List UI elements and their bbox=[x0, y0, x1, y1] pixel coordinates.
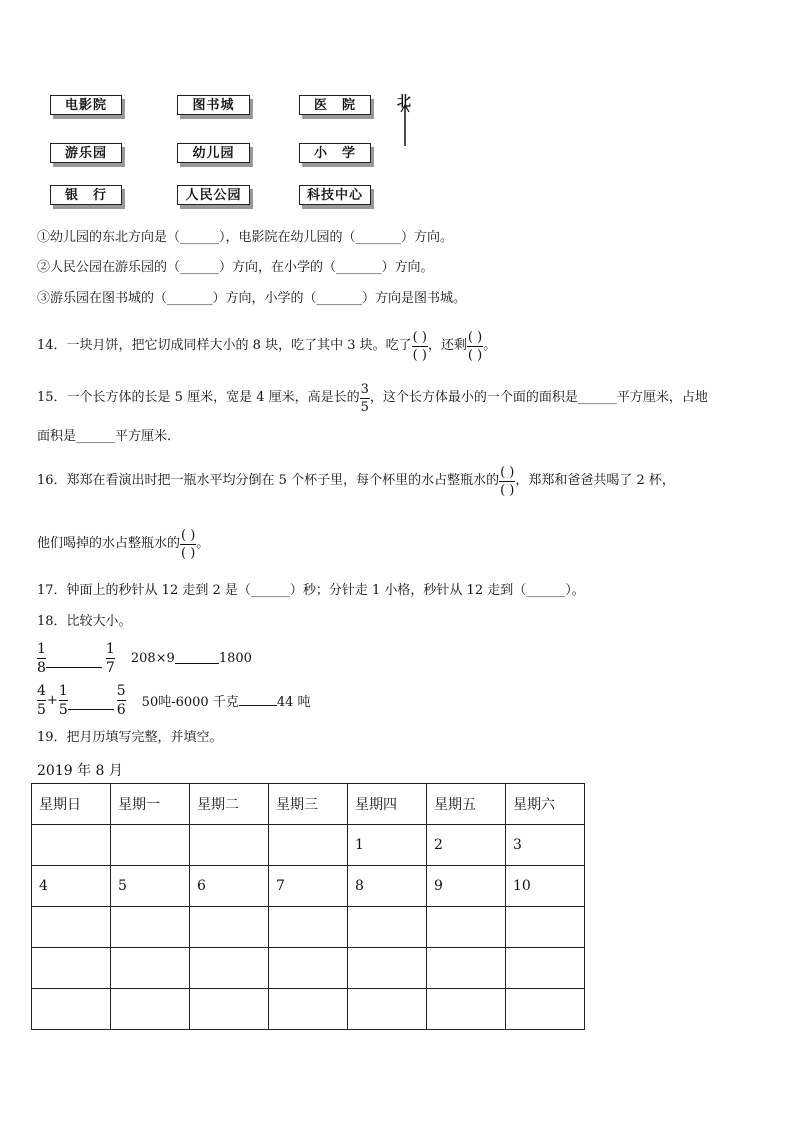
q18-r1-blank-2 bbox=[175, 663, 219, 664]
calendar-week-row bbox=[32, 989, 585, 1030]
q14-text-c: 。 bbox=[483, 338, 497, 353]
q18-row-2 bbox=[37, 680, 311, 720]
place-box-hospital: 医 院 bbox=[299, 95, 371, 115]
place-box-kindergarten: 幼儿园 bbox=[177, 143, 250, 163]
q18-r2-f2-num: 1 bbox=[58, 682, 68, 699]
q18-r1-expr-b: 1800 bbox=[218, 650, 252, 666]
q15-fraction bbox=[360, 383, 370, 414]
q16-frac2-numerator: ( ) bbox=[181, 527, 196, 543]
q18-r1-f2-den: 7 bbox=[105, 659, 115, 676]
q18-r2-f1-num: 4 bbox=[37, 682, 46, 699]
q18-r2-f3-den: 6 bbox=[116, 701, 126, 718]
q18-r2-blank-2 bbox=[239, 705, 277, 706]
calendar-cell[interactable]: 6 bbox=[190, 866, 269, 907]
q13-line-2: ②人民公园在游乐园的（______）方向，在小学的（_______）方向。 bbox=[37, 260, 434, 275]
q16-text-a: 16．郑郑在看演出时把一瓶水平均分倒在 5 个杯子里，每个杯里的水占整瓶水的 bbox=[37, 473, 500, 488]
calendar-cell[interactable] bbox=[427, 989, 506, 1030]
calendar-cell[interactable]: 2 bbox=[427, 825, 506, 866]
calendar-week-row bbox=[32, 948, 585, 989]
q16-line2-text: 他们喝掉的水占整瓶水的 bbox=[37, 536, 181, 551]
place-box-playground: 游乐园 bbox=[50, 143, 122, 163]
q18-r1-frac-1 bbox=[37, 641, 46, 676]
calendar-cell[interactable] bbox=[348, 989, 427, 1030]
q18-r1-expr-a: 208×9 bbox=[130, 650, 175, 666]
place-box-bank: 银 行 bbox=[50, 185, 122, 205]
calendar-cell[interactable]: 8 bbox=[348, 866, 427, 907]
q13-line-1: ①幼儿园的东北方向是（______），电影院在幼儿园的（_______）方向。 bbox=[37, 230, 454, 245]
q14-fraction-eaten bbox=[412, 331, 428, 362]
q18-row-1 bbox=[37, 638, 252, 678]
q15-line-2: 面积是______平方厘米． bbox=[37, 429, 181, 444]
calendar-cell[interactable] bbox=[506, 907, 585, 948]
calendar-cell[interactable]: 3 bbox=[506, 825, 585, 866]
calendar-cell[interactable] bbox=[32, 907, 111, 948]
q13-line-3: ③游乐园在图书城的（_______）方向，小学的（_______）方向是图书城。 bbox=[37, 291, 467, 306]
q16-frac2-denominator: ( ) bbox=[181, 545, 196, 561]
calendar-cell[interactable] bbox=[348, 948, 427, 989]
q16-frac1-denominator: ( ) bbox=[500, 482, 515, 498]
calendar-cell[interactable] bbox=[190, 907, 269, 948]
calendar-table bbox=[31, 783, 585, 1030]
q18-r2-frac-3 bbox=[117, 683, 126, 718]
place-box-book-city: 图书城 bbox=[177, 95, 250, 115]
question-15 bbox=[37, 378, 708, 418]
q15-denominator: 5 bbox=[360, 399, 369, 415]
place-box-peoples-park: 人民公园 bbox=[177, 185, 250, 205]
place-box-science-center: 科技中心 bbox=[299, 185, 371, 205]
q14-frac2-denominator: ( ) bbox=[467, 347, 483, 363]
q16-line2-end: 。 bbox=[196, 536, 210, 551]
calendar-cell[interactable] bbox=[32, 989, 111, 1030]
calendar-cell[interactable] bbox=[32, 825, 111, 866]
calendar-cell[interactable] bbox=[111, 989, 190, 1030]
calendar-cell[interactable]: 10 bbox=[506, 866, 585, 907]
q15-text-b: ，这个长方体最小的一个面的面积是______平方厘米，占地 bbox=[369, 390, 708, 405]
header-saturday: 星期六 bbox=[506, 784, 585, 825]
place-box-primary-school: 小 学 bbox=[299, 143, 371, 163]
header-wednesday: 星期三 bbox=[269, 784, 348, 825]
calendar-cell[interactable]: 9 bbox=[427, 866, 506, 907]
q18-r2-expr-b: 44 吨 bbox=[276, 694, 311, 710]
calendar-cell[interactable] bbox=[111, 948, 190, 989]
calendar-week-row bbox=[32, 907, 585, 948]
q18-r2-blank-1 bbox=[68, 709, 114, 710]
calendar-cell[interactable]: 5 bbox=[111, 866, 190, 907]
q14-frac1-denominator: ( ) bbox=[412, 347, 427, 363]
q18-r2-f1-den: 5 bbox=[37, 701, 46, 718]
q18-r1-f1-num: 1 bbox=[37, 640, 46, 657]
calendar-cell[interactable] bbox=[111, 907, 190, 948]
q14-frac2-numerator: ( ) bbox=[467, 329, 483, 345]
calendar-cell[interactable] bbox=[427, 948, 506, 989]
place-box-cinema: 电影院 bbox=[50, 95, 122, 115]
calendar-cell[interactable] bbox=[269, 825, 348, 866]
q18-r1-blank-1 bbox=[46, 667, 102, 668]
calendar-cell[interactable] bbox=[111, 825, 190, 866]
calendar-cell[interactable]: 7 bbox=[269, 866, 348, 907]
header-tuesday: 星期二 bbox=[190, 784, 269, 825]
calendar-cell[interactable] bbox=[269, 948, 348, 989]
header-friday: 星期五 bbox=[427, 784, 506, 825]
q18-r1-frac-2 bbox=[106, 641, 115, 676]
north-arrow-icon bbox=[399, 104, 411, 148]
q18-r1-f1-den: 8 bbox=[37, 659, 46, 676]
calendar-cell[interactable] bbox=[348, 907, 427, 948]
question-17: 17．钟面上的秒针从 12 走到 2 是（______）秒；分针走 1 小格，秒针从 12 走到（______）。 bbox=[37, 583, 585, 598]
calendar-cell[interactable]: 4 bbox=[32, 866, 111, 907]
q18-r1-f2-num: 1 bbox=[105, 640, 115, 657]
q16-frac1-numerator: ( ) bbox=[500, 464, 515, 480]
calendar-week-row bbox=[32, 866, 585, 907]
q18-r2-f3-num: 5 bbox=[116, 682, 126, 699]
header-thursday: 星期四 bbox=[348, 784, 427, 825]
calendar-cell[interactable] bbox=[32, 948, 111, 989]
q14-fraction-left bbox=[467, 331, 483, 362]
calendar-cell[interactable] bbox=[190, 948, 269, 989]
calendar-cell[interactable] bbox=[427, 907, 506, 948]
calendar-cell[interactable] bbox=[190, 989, 269, 1030]
question-14 bbox=[37, 326, 496, 366]
header-monday: 星期一 bbox=[111, 784, 190, 825]
calendar-cell[interactable] bbox=[269, 989, 348, 1030]
q15-text-a: 15．一个长方体的长是 5 厘米，宽是 4 厘米，高是长的 bbox=[37, 390, 360, 405]
q16-text-b: ，郑郑和爸爸共喝了 2 杯， bbox=[515, 473, 675, 488]
q18-title: 18．比较大小。 bbox=[37, 614, 132, 629]
q18-r2-expr-a: 50吨-6000 千克 bbox=[141, 694, 239, 710]
north-label: 北 bbox=[397, 94, 411, 110]
q16-fraction-1 bbox=[499, 466, 515, 497]
q18-r2-frac-1 bbox=[37, 683, 46, 718]
header-sunday: 星期日 bbox=[32, 784, 111, 825]
calendar-header-row bbox=[32, 784, 585, 825]
q19-title: 19．把月历填写完整，并填空。 bbox=[37, 730, 223, 745]
q18-r2-f2-den: 5 bbox=[58, 701, 68, 718]
calendar-cell[interactable]: 1 bbox=[348, 825, 427, 866]
q18-r2-plus: + bbox=[46, 692, 58, 708]
q14-text-a: 14．一块月饼，把它切成同样大小的 8 块，吃了其中 3 块。吃了 bbox=[37, 338, 412, 353]
q18-r2-frac-2 bbox=[59, 683, 68, 718]
calendar-cell[interactable] bbox=[190, 825, 269, 866]
calendar-cell[interactable] bbox=[506, 989, 585, 1030]
calendar-week-row bbox=[32, 825, 585, 866]
q16-fraction-2 bbox=[180, 529, 196, 560]
q15-numerator: 3 bbox=[360, 381, 369, 397]
q14-frac1-numerator: ( ) bbox=[412, 329, 427, 345]
q16-line-2 bbox=[37, 522, 209, 566]
calendar-cell[interactable] bbox=[269, 907, 348, 948]
question-16 bbox=[37, 459, 675, 503]
q14-text-b: ，还剩 bbox=[427, 338, 467, 353]
calendar-cell[interactable] bbox=[506, 948, 585, 989]
calendar-caption: 2019 年 8 月 bbox=[37, 763, 123, 779]
